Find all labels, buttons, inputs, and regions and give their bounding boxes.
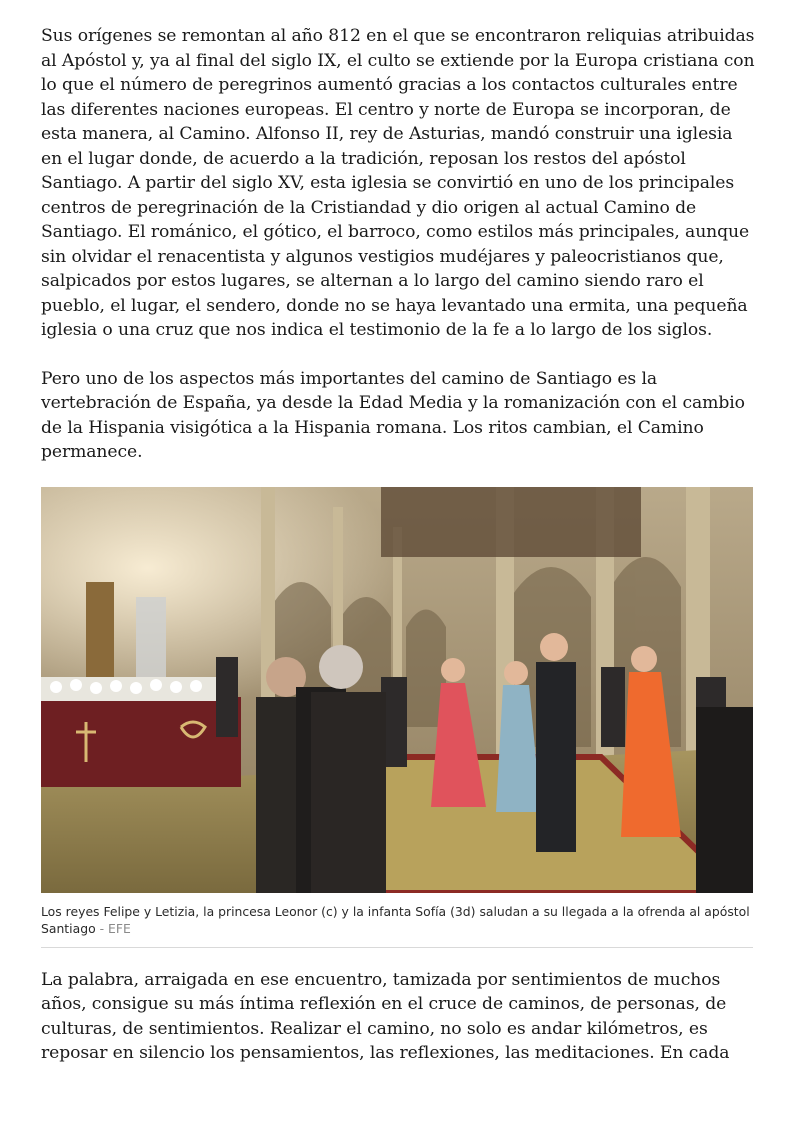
article-body [41,24,755,1066]
article-paragraph: Sus orígenes se remontan al año 812 en el que se encontraron reliquias atribuidas al Apóstol y, ya al final del siglo IX, el culto se extiende por la Europa cristiana con lo que el número de peregrinos aumentó gracias a los contactos culturales entre las diferentes naciones europeas. El centro y norte de Europa se incorporan, de esta manera, al Camino. Alfonso II, rey de Asturias, mandó construir una iglesia en el lugar donde, de acuerdo a la tradición, reposan los restos del apóstol Santiago. A partir del siglo XV, esta iglesia se convirtió en uno de los principales centros de peregrinación de la Cristiandad y dio origen al actual Camino de Santiago. El románico, el gótico, el barroco, como estilos más principales, aunque sin olvidar el renacentista y algunos vestigios mudéjares y paleocristianos que, salpicados por estos lugares, se alternan a lo largo del camino siendo raro el pueblo, el lugar, el sendero, donde no se haya levantado una ermita, una pequeña iglesia o una cruz que nos indica el testimonio de la fe a lo largo de los siglos. [41,26,755,340]
figure-caption [41,903,753,948]
caption-credit-separator: - [95,920,109,936]
cathedral-photo-illustration [41,487,753,893]
cathedral-photo [41,487,753,893]
caption-credit: EFE [108,920,131,936]
article-paragraph: La palabra, arraigada en ese encuentro, tamizada por sentimientos de muchos años, consigue su más íntima reflexión en el cruce de caminos, de personas, de culturas, de sentimientos. Realizar el camino, no solo es andar kilómetros, es reposar en silencio los pensamientos, las reflexiones, las meditaciones. En cada [41,969,730,1063]
article-figure [41,487,755,948]
caption-text: Los reyes Felipe y Letizia, la princesa Leonor (c) y la infanta Sofía (3d) saludan a su llegada a la ofrenda al apóstol Santiago [41,903,750,936]
article-paragraph: Pero uno de los aspectos más importantes del camino de Santiago es la vertebración de España, ya desde la Edad Media y la romanización con el cambio de la Hispania visigótica a la Hispania romana. Los ritos cambian, el Camino permanece. [41,368,745,462]
